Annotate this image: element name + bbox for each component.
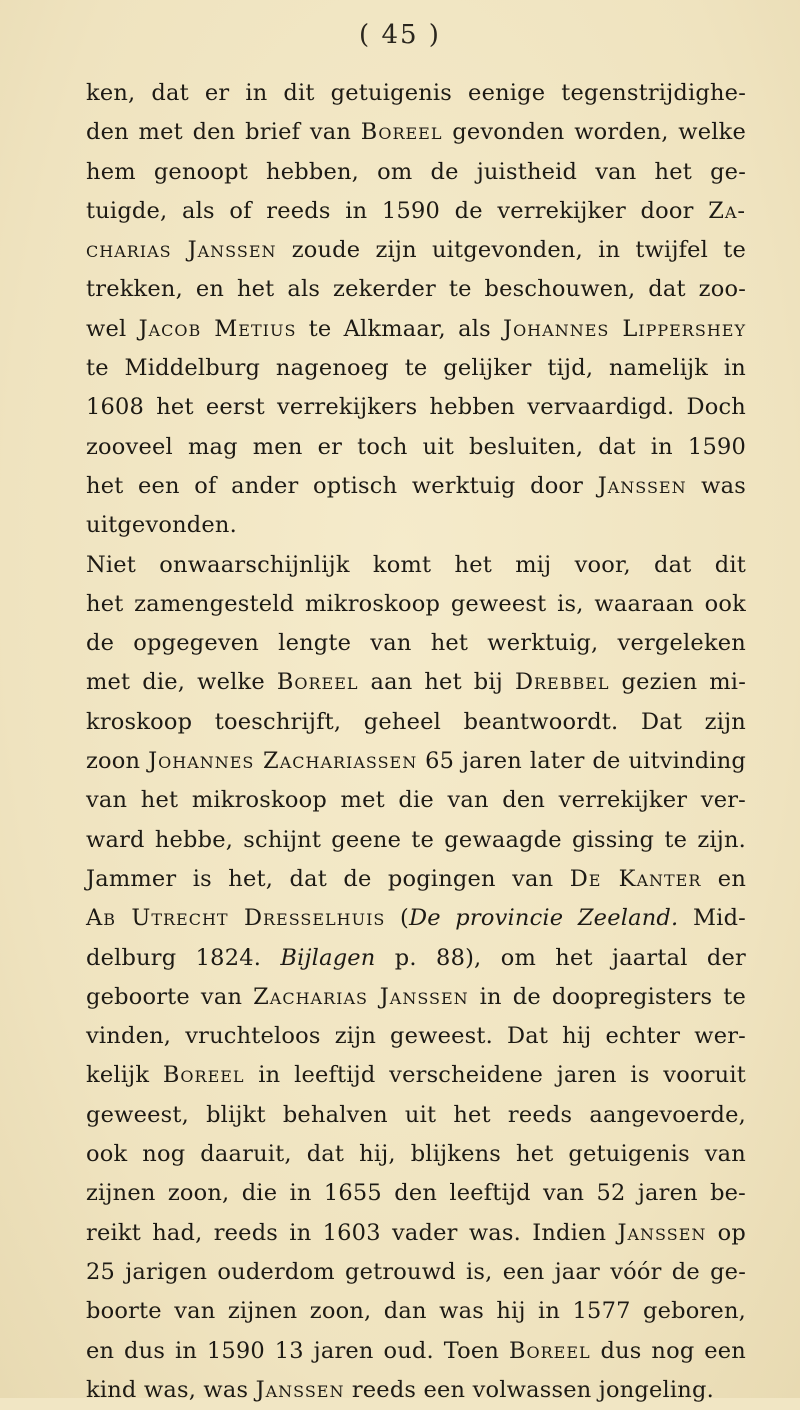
text-run: Niet onwaarschijnlijk komt het mij voor, dat dit	[86, 551, 746, 578]
text-line	[86, 428, 746, 467]
text-line	[86, 192, 746, 231]
text-line	[86, 467, 746, 506]
text-line	[86, 703, 746, 742]
text-line	[86, 388, 746, 427]
text-run: kelijk	[86, 1062, 163, 1089]
text-line	[86, 113, 746, 152]
text-run: 1608 het eerst verrekijkers hebben vervaardigd. Doch	[86, 394, 746, 421]
text-line	[86, 1174, 746, 1213]
name-smallcaps: Janssen	[617, 1219, 707, 1246]
text-line	[86, 585, 746, 624]
name-smallcaps: Jacob Metius	[138, 315, 297, 342]
text-run: kind was, was	[86, 1376, 256, 1403]
text-run: trekken, en het als zekerder te beschouwen, dat zoo-	[86, 276, 746, 303]
text-run: kroskoop toeschrijft, geheel beantwoordt. Dat zijn	[86, 708, 746, 735]
text-run: zoon	[86, 748, 149, 775]
text-line	[86, 860, 746, 899]
text-run: in de doopregisters te	[468, 983, 746, 1010]
text-run: dus nog een	[590, 1337, 747, 1364]
name-smallcaps: Drebbel	[514, 669, 610, 696]
text-run: gevonden worden, welke	[442, 119, 747, 146]
text-line	[86, 1214, 746, 1253]
text-line	[86, 939, 746, 978]
text-run: 25 jarigen ouderdom getrouwd is, een jaar vóór de ge-	[86, 1258, 746, 1285]
text-run: te Alkmaar, als	[296, 315, 504, 342]
italic-text: De provincie Zeeland.	[408, 905, 679, 932]
text-run: wel	[86, 315, 139, 342]
text-run: Mid-	[678, 905, 746, 932]
text-line	[86, 624, 746, 663]
name-smallcaps: Janssen	[597, 472, 687, 499]
text-line	[86, 1332, 746, 1371]
text-line	[86, 978, 746, 1017]
text-run: reikt had, reeds in 1603 vader was. Indien	[86, 1219, 618, 1246]
name-smallcaps: Boreel	[508, 1337, 591, 1364]
name-smallcaps: Zacharias Janssen	[253, 983, 469, 1010]
text-run: hem genoopt hebben, om de juistheid van het ge-	[86, 158, 746, 185]
text-line	[86, 1292, 746, 1331]
text-run: zooveel mag men er toch uit besluiten, dat in 1590	[86, 433, 746, 460]
name-smallcaps: charias Janssen	[86, 237, 277, 264]
text-run: was	[686, 472, 746, 499]
name-smallcaps: Janssen	[255, 1376, 345, 1403]
name-smallcaps: Boreel	[360, 119, 443, 146]
text-run: boorte van zijnen zoon, dan was hij in 1577 geboren,	[86, 1298, 746, 1325]
text-run: Jammer is het, dat de pogingen van	[86, 865, 570, 892]
text-line	[86, 1135, 746, 1174]
name-smallcaps: Johannes Zachariassen	[148, 748, 418, 775]
name-smallcaps: Boreel	[162, 1062, 245, 1089]
text-line	[86, 1017, 746, 1056]
page-number: ( 45 )	[359, 20, 441, 50]
text-line	[86, 1056, 746, 1095]
name-smallcaps: Boreel	[276, 669, 359, 696]
text-run: geboorte van	[86, 983, 254, 1010]
text-run: ken, dat er in dit getuigenis eenige tegenstrijdighe-	[86, 80, 746, 106]
text-run: gezien mi-	[609, 669, 747, 696]
text-run: het zamengesteld mikroskoop geweest is, waaraan ook	[86, 590, 746, 617]
text-line	[86, 663, 746, 702]
text-run: van het mikroskoop met die van den verrekijker ver-	[86, 787, 746, 814]
text-run: ward hebbe, schijnt geene te gewaagde gissing te zijn.	[86, 826, 746, 853]
text-run: en	[701, 865, 747, 892]
text-line	[86, 231, 746, 270]
text-run: zijnen zoon, die in 1655 den leeftijd van 52 jaren be-	[86, 1180, 746, 1207]
text-run: reeds een volwassen jongeling.	[344, 1376, 714, 1403]
body-text	[86, 74, 746, 1410]
text-line	[86, 270, 746, 309]
text-line	[86, 74, 746, 113]
italic-text: Bijlagen	[280, 944, 376, 971]
name-smallcaps: Za-	[708, 197, 746, 224]
text-line	[86, 1253, 746, 1292]
text-run: uitgevonden.	[86, 512, 237, 539]
text-run: p. 88), om het jaartal der	[375, 944, 746, 971]
text-run: 65 jaren later de uitvinding	[417, 748, 746, 775]
text-run: geweest, blijkt behalven uit het reeds aangevoerde,	[86, 1101, 746, 1128]
text-line	[86, 349, 746, 388]
text-line	[86, 546, 746, 585]
text-line	[86, 899, 746, 938]
text-run: en dus in 1590 13 jaren oud. Toen	[86, 1337, 509, 1364]
text-run: aan het bij	[358, 669, 515, 696]
name-smallcaps: Johannes Lippershey	[503, 315, 747, 342]
text-line	[86, 821, 746, 860]
text-run: de opgegeven lengte van het werktuig, vergeleken	[86, 630, 746, 657]
text-run: ook nog daaruit, dat hij, blijkens het getuigenis van	[86, 1141, 746, 1168]
text-line	[86, 781, 746, 820]
text-line	[86, 742, 746, 781]
name-smallcaps: De Kanter	[569, 865, 702, 892]
text-run: delburg 1824.	[86, 944, 281, 971]
text-run: vinden, vruchteloos zijn geweest. Dat hij echter wer-	[86, 1023, 746, 1050]
text-run: (	[385, 905, 409, 932]
text-run: den met den brief van	[86, 119, 361, 146]
text-line	[86, 1096, 746, 1135]
text-line	[86, 1371, 746, 1410]
text-run: met die, welke	[86, 669, 277, 696]
name-smallcaps: Ab Utrecht Dresselhuis	[86, 905, 386, 932]
text-run: in leeftijd verscheidene jaren is vooruit	[244, 1062, 746, 1089]
text-run: zoude zijn uitgevonden, in twijfel te	[276, 237, 746, 264]
text-run: op	[706, 1219, 746, 1246]
text-line	[86, 506, 746, 545]
text-run: te Middelburg nagenoeg te gelijker tijd, namelijk in	[86, 355, 746, 382]
text-run: tuigde, als of reeds in 1590 de verrekijker door	[86, 197, 709, 224]
text-line	[86, 310, 746, 349]
text-run: het een of ander optisch werktuig door	[86, 472, 598, 499]
text-line	[86, 153, 746, 192]
